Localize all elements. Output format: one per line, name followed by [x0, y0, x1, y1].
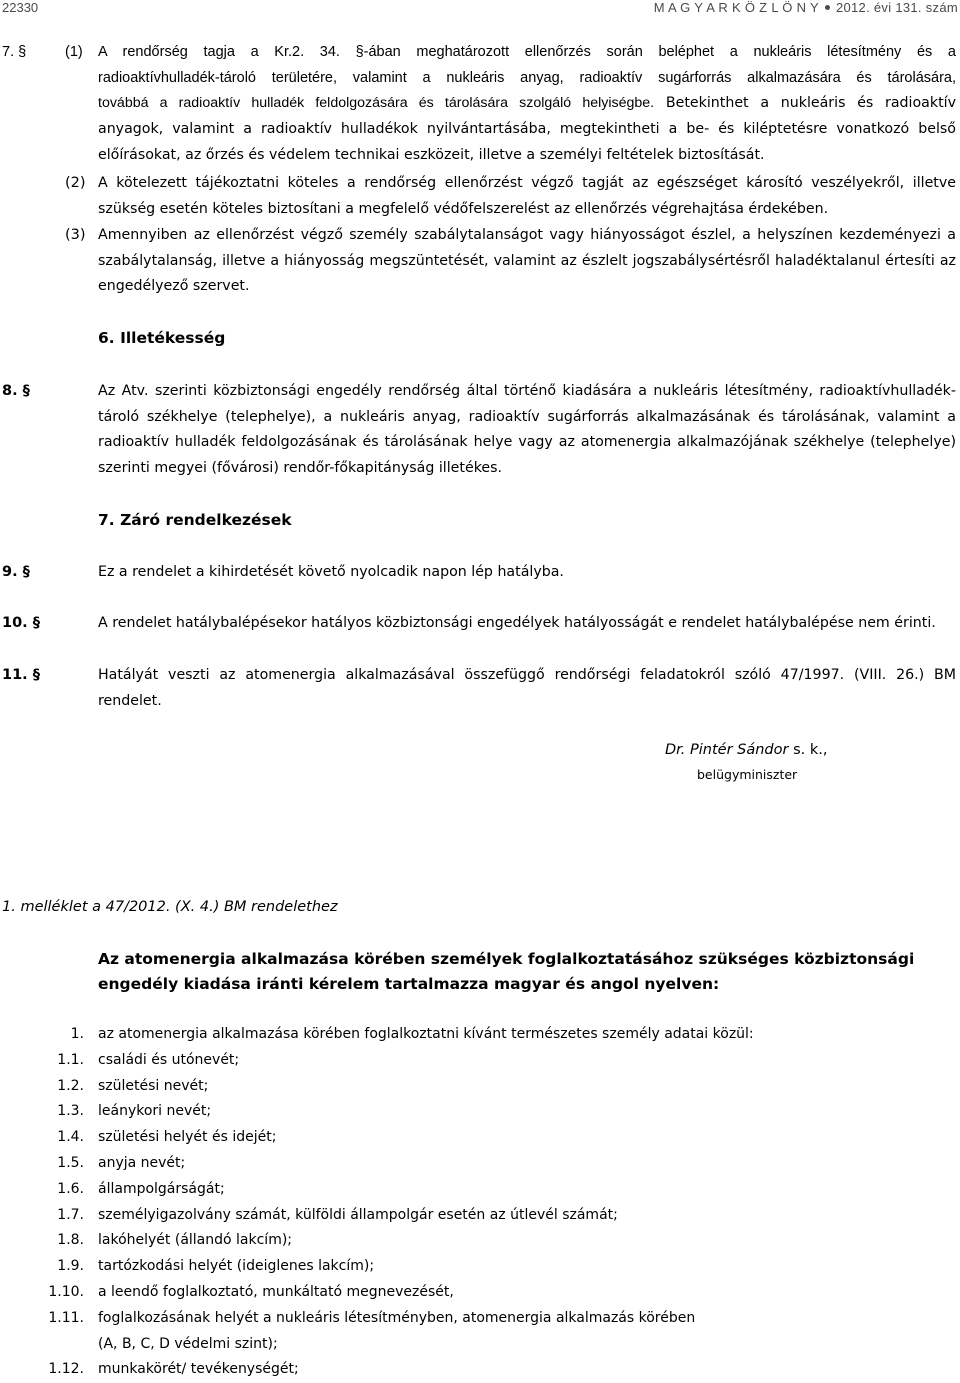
- annex-item-number: 1.6.: [57, 1180, 84, 1197]
- section-9-text: Ez a rendelet a kihirdetését követő nyolcadik napon lép hatályba.: [98, 564, 564, 580]
- annex-item-text: az atomenergia alkalmazása körében foglalkoztatni kívánt természetes személy adatai közül:: [98, 1026, 754, 1042]
- annex-item-number: 1.9.: [57, 1258, 84, 1275]
- annex-item-text: születési helyét és idejét;: [98, 1129, 277, 1146]
- section-7-1-line-2: radioaktívhulladék-tároló területére, valamint a nukleáris anyag, radioaktív sugárforrás alkalmazására és tárolására,: [98, 69, 956, 86]
- annex-item-text: születési nevét;: [98, 1077, 209, 1094]
- annex-item-text: állampolgárságát;: [98, 1180, 225, 1197]
- signature-suffix: s. k.,: [788, 742, 828, 758]
- annex-item-number: 1.2.: [57, 1077, 84, 1094]
- annex-item-number: 1.8.: [57, 1232, 84, 1249]
- annex-item-text: munkakörét/ tevékenységét;: [98, 1361, 299, 1378]
- signatory-name: Dr. Pintér Sándor: [665, 742, 789, 758]
- annex-item-number: 1.7.: [57, 1206, 84, 1223]
- annex-item-text: leánykori nevét;: [98, 1103, 212, 1120]
- section-11-number: 11. §: [2, 667, 40, 683]
- annex-item-text: tartózkodási helyét (ideiglenes lakcím);: [98, 1258, 375, 1275]
- section-9-number: 9. §: [2, 564, 30, 580]
- section-7-3-number: (3): [65, 227, 86, 243]
- section-7-1-rest: anyagok, valamint a radioaktív hulladékok nyilvántartásába, megtekintheti a be- és kiléptetésre vonatkozó belső előírásokat, az őrzés és védelem technikai eszközeit, illetve a személyi feltételek biztosítását.: [98, 121, 956, 163]
- journal-issue: [654, 0, 958, 15]
- section-7-2-number: (2): [65, 175, 86, 191]
- annex-item-number: 1.11.: [48, 1309, 84, 1326]
- section-7-1-line-3a: továbbá a radioaktív hulladék feldolgozására és tárolására szolgáló helyiségbe.: [98, 95, 655, 111]
- annex-title: Az atomenergia alkalmazása körében személyek foglalkoztatásához szükséges közbiztonsági engedély kiadása iránti kérelem tartalmazza magyar és angol nyelven:: [98, 950, 915, 993]
- section-7-1-line-3b: Betekinthet a nukleáris és radioaktív: [654, 95, 956, 111]
- issue-label: 2012. évi 131. szám: [835, 0, 958, 15]
- section-7-3-text: Amennyiben az ellenőrzést végző személy szabálytalanságot vagy hiányosságot észlel, a helyszínen kezdeményezi a szabálytalanság, illetve a hiányosság megszüntetését, valamint az észlelt jogszabálysértésről haladéktalanul értesíti az engedélyező szervet.: [98, 227, 956, 294]
- annex-item-text: személyigazolvány számát, külföldi állampolgár esetén az útlevél számát;: [98, 1206, 618, 1223]
- annex-item-number: 1.5.: [57, 1155, 84, 1171]
- section-10-text: A rendelet hatálybalépésekor hatályos közbiztonsági engedélyek hatályosságát e rendelet hatálybalépése nem érinti.: [98, 615, 936, 631]
- bullet-icon: [825, 5, 830, 10]
- page-number: 22330: [2, 0, 39, 15]
- section-7-1-line-3: [98, 91, 956, 117]
- annex-item-number: 1.: [70, 1026, 84, 1042]
- annex-item-text: (A, B, C, D védelmi szint);: [98, 1335, 278, 1352]
- annex-item-text: foglalkozásának helyét a nukleáris létesítményben, atomenergia alkalmazás körében: [98, 1309, 696, 1326]
- heading-7: 7. Záró rendelkezések: [98, 511, 292, 529]
- signatory-title: belügyminiszter: [697, 767, 798, 782]
- page-header: [0, 0, 960, 22]
- annex-item-text: anyja nevét;: [98, 1155, 186, 1171]
- heading-6: 6. Illetékesség: [98, 329, 226, 347]
- journal-name: M A G Y A R K Ö Z L Ö N Y: [653, 0, 819, 15]
- annex-item-text: családi és utónevét;: [98, 1051, 240, 1068]
- annex-item-number: 1.4.: [57, 1129, 84, 1146]
- annex-item-number: 1.3.: [57, 1103, 84, 1120]
- section-8-text: Az Atv. szerinti közbiztonsági engedély rendőrség által történő kiadására a nukleáris létesítmény, radioaktívhulladék-tároló székhelye (telephelye), a nukleáris anyag, radioaktív sugárforrás alkalmazásának és tárolásának, valamint a radioaktív hulladék feldolgozásának és tárolásának helye vagy az atomenergia alkalmazójának székhelye (telephelye) szerinti megyei (fővárosi) rendőr-főkapitányság illetékes.: [98, 383, 956, 476]
- section-7-number: 7. §: [2, 44, 27, 60]
- section-10-number: 10. §: [2, 615, 40, 631]
- annex-item-number: 1.12.: [48, 1361, 84, 1378]
- section-8-number: 8. §: [2, 383, 30, 399]
- annex-item-number: 1.1.: [57, 1051, 84, 1068]
- section-11-text: Hatályát veszti az atomenergia alkalmazásával összefüggő rendőrségi feladatokról szóló 47/1997. (VIII. 26.) BM rendelet.: [98, 667, 956, 709]
- annex-label: 1. melléklet a 47/2012. (X. 4.) BM rendelethez: [2, 899, 338, 915]
- annex-item-number: 1.10.: [48, 1284, 84, 1300]
- annex-item-text: a leendő foglalkoztató, munkáltató megnevezését,: [98, 1284, 454, 1300]
- section-7-1-line-1: A rendőrség tagja a Kr.2. 34. §-ában meghatározott ellenőrzés során beléphet a nukleáris létesítmény és a: [98, 44, 956, 60]
- section-7-1-number: (1): [65, 44, 83, 60]
- annex-item-text: lakóhelyét (állandó lakcím);: [98, 1232, 293, 1249]
- section-7-2-text: A kötelezett tájékoztatni köteles a rendőrség ellenőrzést végző tagját az egészséget károsító veszélyekről, illetve szükség esetén köteles biztosítani a megfelelő védőfelszerelést az ellenőrzés végrehajtása érdekében.: [98, 175, 956, 217]
- signature-name: [665, 742, 827, 758]
